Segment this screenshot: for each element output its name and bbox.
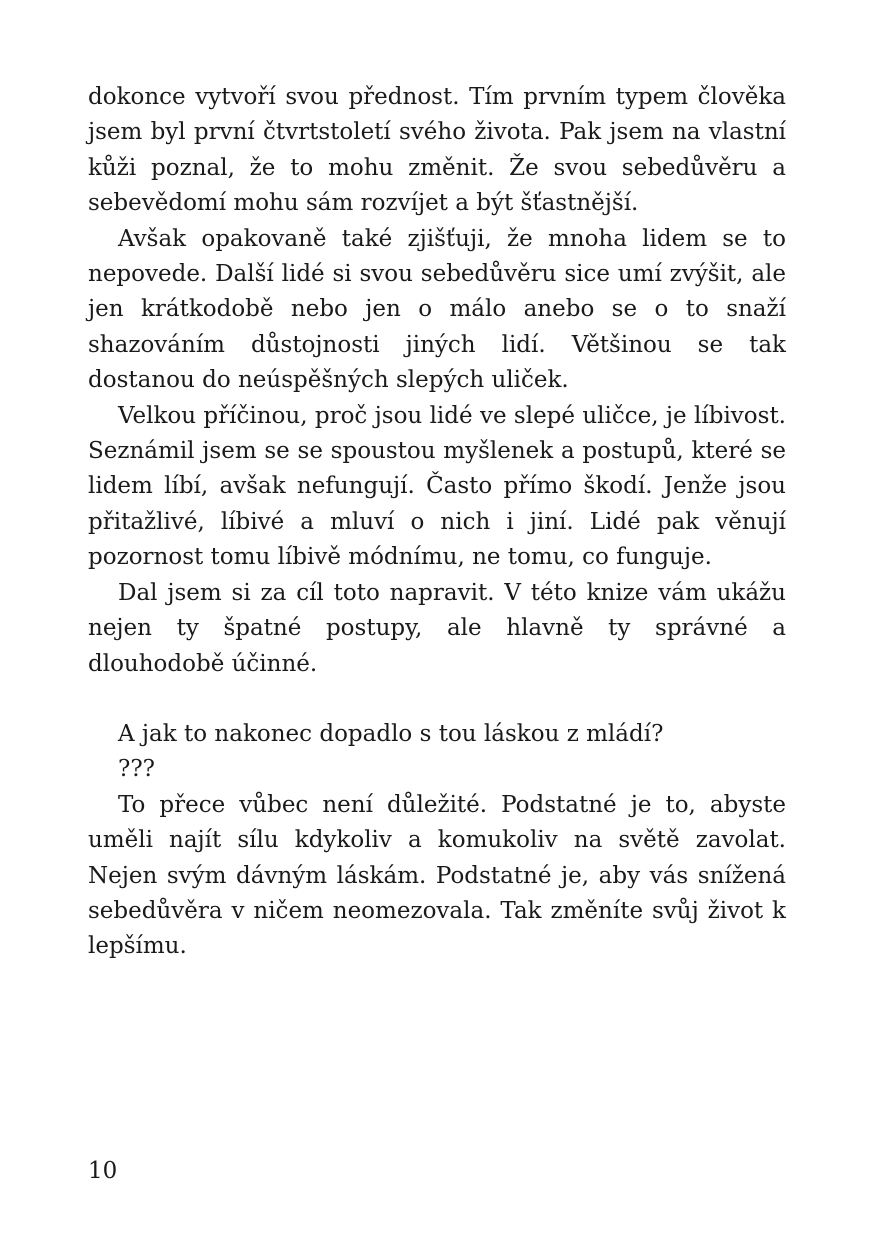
page-number: 10 <box>88 1158 118 1184</box>
paragraph: A jak to nakonec dopadlo s tou láskou z mládí? <box>118 720 664 747</box>
paragraph: Avšak opakovaně také zjišťuji, že mnoha lidem se to nepovede. Další lidé si svou sebedůvěru sice umí zvýšit, ale jen krátkodobě nebo jen o málo anebo se o to snaží shazováním důstojnosti jiných lidí. Většinou se tak dostanou do neúspěšných slepých uliček. <box>88 225 786 394</box>
body-text <box>88 80 786 965</box>
paragraph: Velkou příčinou, proč jsou lidé ve slepé uličce, je líbivost. Seznámil jsem se se spoustou myšlenek a postupů, které se lidem líbí, avšak nefungují. Často přímo škodí. Jenže jsou přitažlivé, líbivé a mluví o nich i jiní. Lidé pak věnují pozornost tomu líbivě módnímu, ne tomu, co funguje. <box>88 402 786 571</box>
paragraph: To přece vůbec není důležité. Podstatné je to, abyste uměli najít sílu kdykoliv a komukoliv na světě zavolat. Nejen svým dávným láskám. Podstatné je, aby vás snížená sebedůvěra v ničem neomezovala. Tak změníte svůj život k lepšímu. <box>88 791 786 960</box>
paragraph: dokonce vytvoří svou přednost. Tím prvním typem člověka jsem byl první čtvrtstoletí svého života. Pak jsem na vlastní kůži poznal, že to mohu změnit. Že svou sebedůvěru a sebevědomí mohu sám rozvíjet a být šťastnější. <box>88 84 786 217</box>
paragraph: Dal jsem si za cíl toto napravit. V této knize vám ukážu nejen ty špatné postupy, ale hlavně ty správné a dlouhodobě účinné. <box>88 579 786 677</box>
paragraph: ??? <box>118 756 155 783</box>
